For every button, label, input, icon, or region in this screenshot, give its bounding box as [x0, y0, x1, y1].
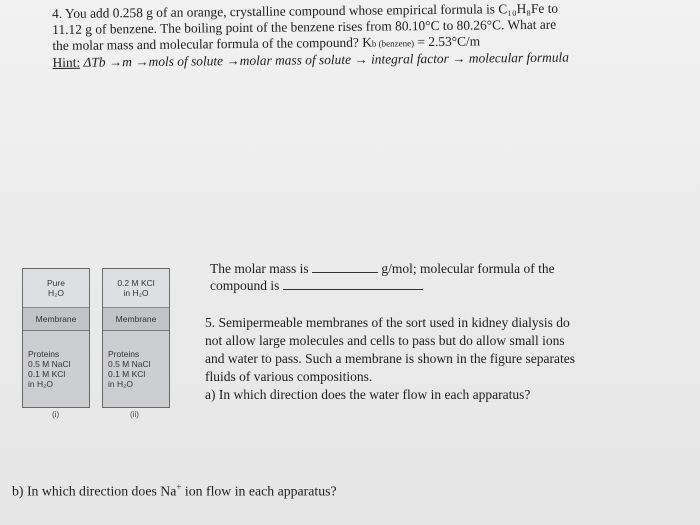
question-5a: a) In which direction does the water flow in each apparatus?	[205, 387, 531, 402]
kb-subscript: b (benzene)	[371, 38, 415, 49]
question-5-line-3: and water to pass. Such a membrane is shown in the figure separates	[205, 351, 576, 366]
apparatus-ii-bottom-compartment	[103, 331, 169, 407]
question-4	[52, 0, 673, 71]
hint-text: ΔTb →m →mols of solute →molar mass of solute → integral factor → molecular formula	[80, 49, 569, 70]
question-4-line-3-text: the molar mass and molecular formula of the compound? K	[52, 34, 372, 53]
question-5b	[12, 482, 337, 500]
apparatus-i-bottom-line-3: 0.1 M KCl	[28, 369, 66, 379]
apparatus-i-membrane	[23, 308, 89, 331]
apparatus-ii-top-line-2: in H₂O	[123, 288, 149, 298]
answer-4	[210, 260, 630, 294]
apparatus-ii-bottom-line-1: Proteins	[108, 349, 140, 359]
apparatus-i-bottom-line-1: Proteins	[28, 349, 60, 359]
apparatus-i-bottom-line-4: in H₂O	[28, 379, 54, 389]
apparatus-i	[22, 268, 90, 408]
apparatus-i-bottom-compartment	[23, 331, 89, 407]
answer-4-line-1	[210, 260, 630, 277]
molecular-formula-blank[interactable]	[283, 277, 423, 290]
apparatus-ii	[102, 268, 170, 408]
question-5-line-4: fluids of various compositions.	[205, 369, 373, 384]
apparatus-ii-membrane-label: Membrane	[115, 314, 157, 324]
compound-is-prompt: compound is	[210, 278, 280, 293]
question-4-line-1: 4. You add 0.258 g of an orange, crystalline compound whose empirical formula is C₁₀H₈Fe to	[52, 0, 559, 21]
answer-4-line-2	[210, 277, 630, 294]
apparatus-i-top-line-2: H₂O	[47, 288, 65, 298]
question-5b-superscript: +	[176, 482, 182, 492]
apparatus-ii-label: (ii)	[130, 410, 139, 419]
molecular-formula-prompt: g/mol; molecular formula of the	[381, 261, 555, 276]
apparatus-i-top-compartment	[23, 269, 89, 308]
apparatus-ii-bottom-line-4: in H₂O	[108, 379, 134, 389]
molar-mass-prompt: The molar mass is	[210, 261, 309, 276]
apparatus-ii-bottom-line-2: 0.5 M NaCl	[108, 359, 151, 369]
apparatus-ii-membrane	[103, 308, 169, 331]
question-5	[205, 314, 675, 404]
apparatus-i-label: (i)	[52, 410, 60, 419]
apparatus-ii-top-line-1: 0.2 M KCl	[117, 278, 155, 288]
question-5b-prefix: b) In which direction does Na	[12, 483, 177, 499]
apparatus-i-membrane-label: Membrane	[35, 314, 77, 324]
hint-label: Hint:	[52, 54, 81, 70]
apparatus-i-top-line-1: Pure	[47, 278, 65, 288]
question-5b-suffix: ion flow in each apparatus?	[181, 483, 337, 499]
question-5-line-2: not allow large molecules and cells to pass but do allow small ions	[205, 333, 565, 348]
question-4-line-2: 11.12 g of benzene. The boiling point of the benzene rises from 80.10°C to 80.26°C. What are	[52, 16, 557, 37]
apparatus-ii-bottom-line-3: 0.1 M KCl	[108, 369, 146, 379]
question-5-line-1: 5. Semipermeable membranes of the sort used in kidney dialysis do	[205, 315, 570, 330]
apparatus-ii-top-compartment	[103, 269, 169, 308]
apparatus-i-bottom-line-2: 0.5 M NaCl	[28, 359, 71, 369]
kb-value: = 2.53°C/m	[413, 33, 481, 50]
molar-mass-blank[interactable]	[312, 260, 378, 273]
